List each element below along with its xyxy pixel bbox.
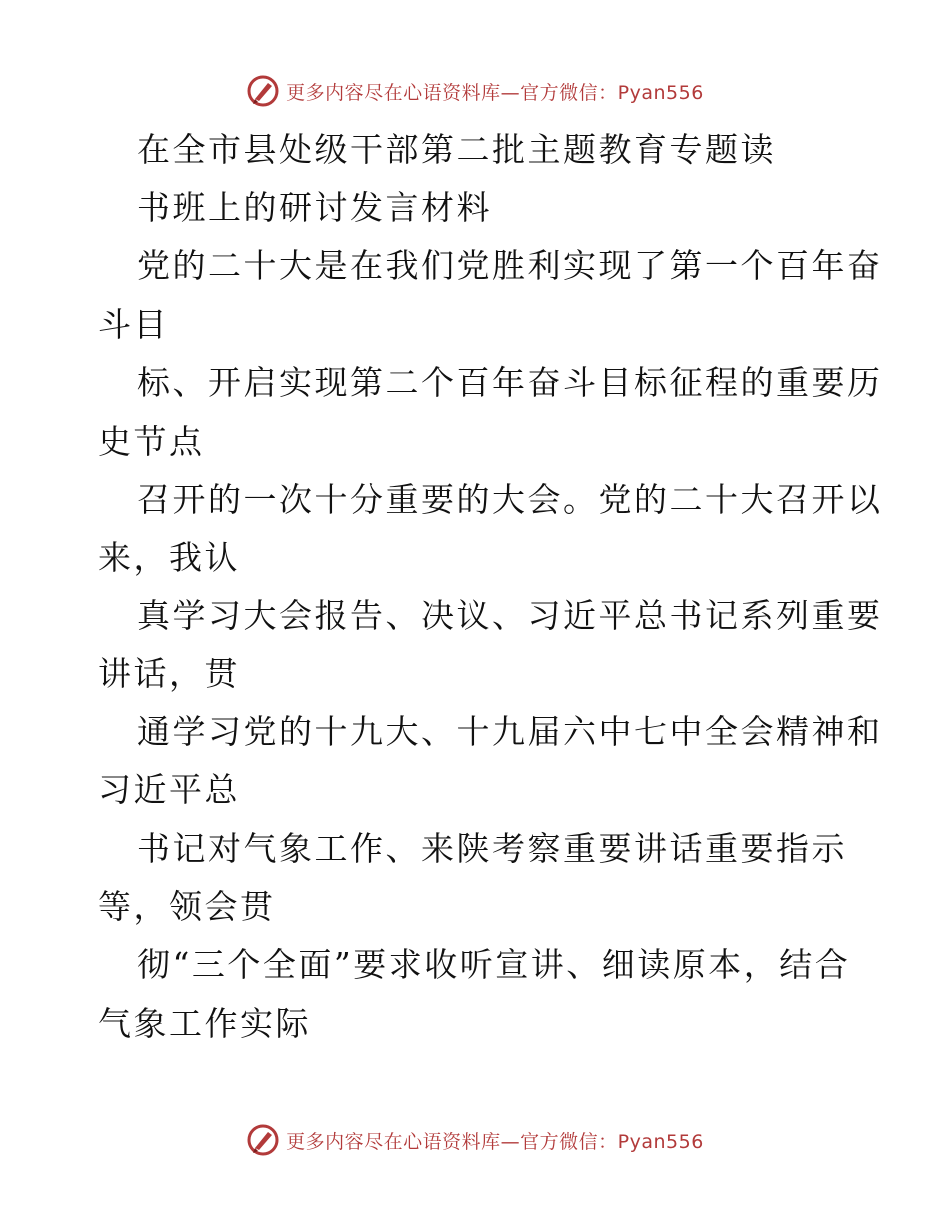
paragraph-line: 来，我认 <box>98 538 240 577</box>
paragraph-line: 史节点 <box>98 422 205 461</box>
paragraph-line: 讲话，贯 <box>98 654 240 693</box>
document-title-line: 在全市县处级干部第二批主题教育专题读 <box>137 130 776 169</box>
pen-logo-icon <box>246 74 280 108</box>
paragraph-line: 召开的一次十分重要的大会。党的二十大召开以 <box>137 480 883 519</box>
paragraph-line: 党的二十大是在我们党胜利实现了第一个百年奋 <box>137 246 883 285</box>
footer-watermark <box>0 1120 950 1160</box>
paragraph-line: 通学习党的十九大、十九届六中七中全会精神和 <box>137 712 883 751</box>
paragraph-line: 习近平总 <box>98 770 240 809</box>
paragraph-line: 标、开启实现第二个百年奋斗目标征程的重要历 <box>137 363 883 402</box>
paragraph-line: 真学习大会报告、决议、习近平总书记系列重要 <box>137 596 883 635</box>
watermark-text: 更多内容尽在心语资料库—官方微信：Pyan556 <box>286 1130 704 1153</box>
paragraph-line: 斗目 <box>98 305 169 344</box>
document-title-line: 书班上的研讨发言材料 <box>137 188 492 227</box>
paragraph-line: 书记对气象工作、来陕考察重要讲话重要指示 <box>137 829 847 868</box>
paragraph-line: 等，领会贯 <box>98 887 276 926</box>
header-watermark <box>0 71 950 111</box>
paragraph-line: 彻“三个全面”要求收听宣讲、细读原本，结合 <box>137 945 851 984</box>
paragraph-line: 气象工作实际 <box>98 1004 311 1043</box>
watermark-text: 更多内容尽在心语资料库—官方微信：Pyan556 <box>286 81 704 104</box>
pen-logo-icon <box>246 1123 280 1157</box>
